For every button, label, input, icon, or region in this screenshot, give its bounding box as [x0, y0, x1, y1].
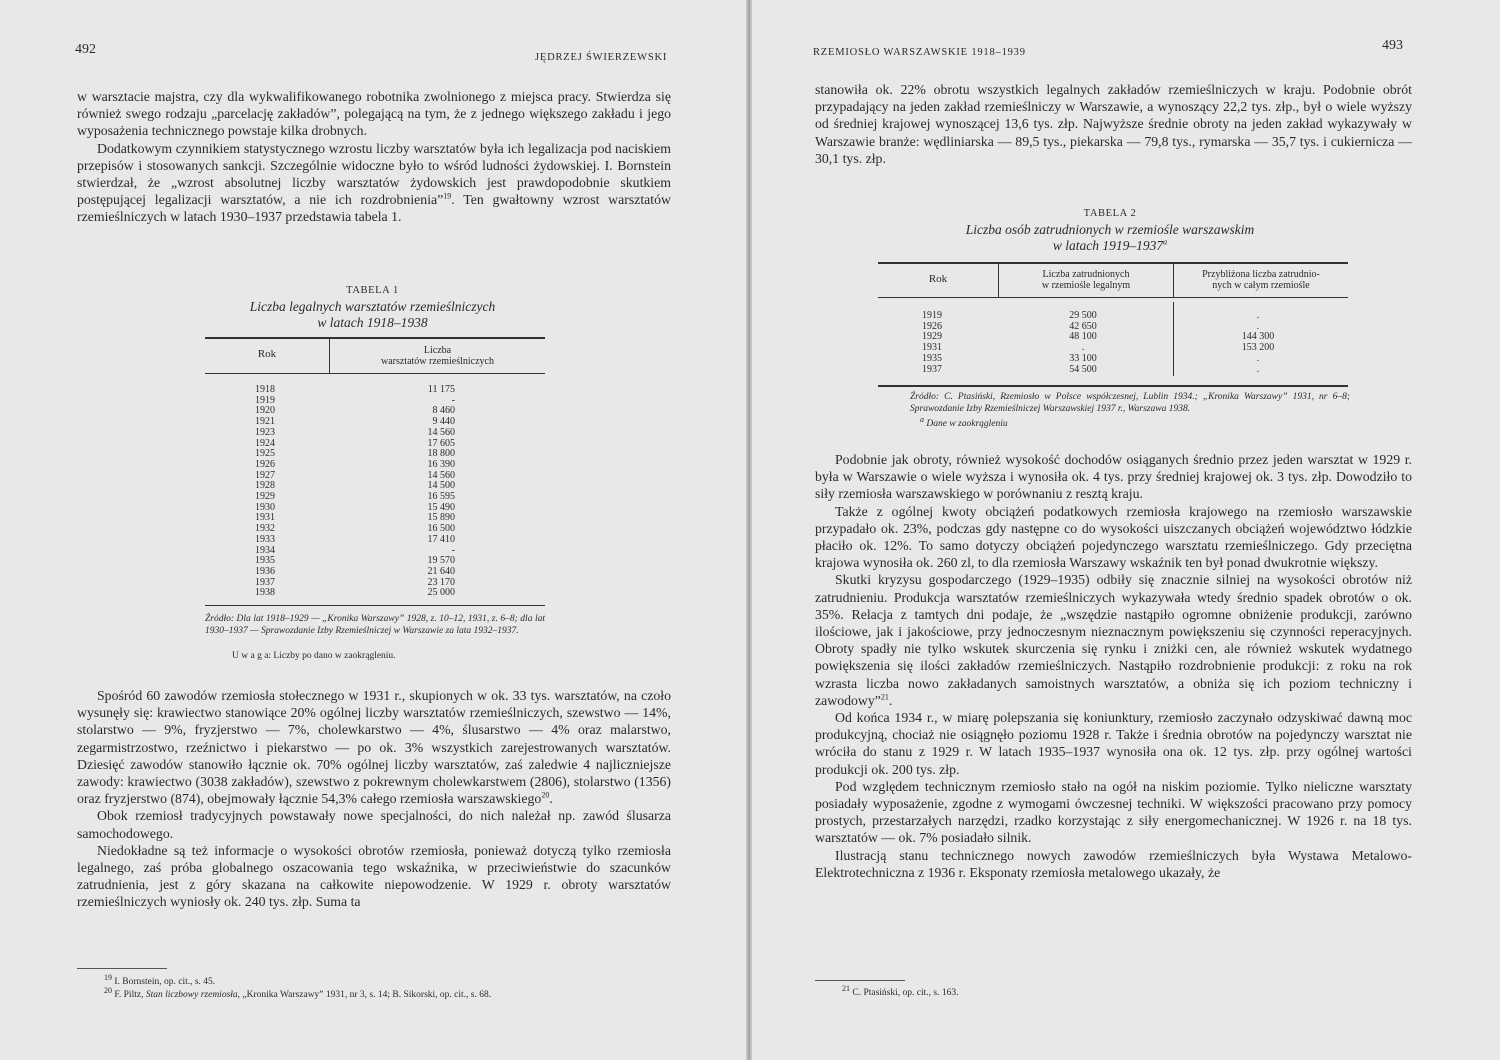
paragraph: Skutki kryzysu gospodarczego (1929–1935) odbiły się znacznie silniej na wysokości obrotów niż zatrudnieniu. Produkcja warsztatów rzemieślniczych wykazywała wtedy średnio spadek obrotów o ok. 35%. Relacja z tamtych dni podaje, że „wszędzie nastąpiło ogromne obniżenie produkcji, zarówno ilościowe, jak i jakościowe, przy jednoczesnym nieznacznym powiększeniu się czynności reperacyjnych. Obroty spadły nie tylko wskutek skurczenia się rynku i zniżki cen, ale również wskutek wydatnego powiększenia się ilości zakładów rzemieślniczych. Nastąpiło rozdrobnienie produkcji: z roku na rok wzrasta liczba nowo zakładanych samoistnych warsztatów, a obniża się ich poziom techniczny i zawodowy”$^{21}$. — [815, 572, 1412, 708]
right-page — [752, 0, 1500, 1060]
body-text-top — [77, 88, 671, 226]
body-text-bottom — [77, 687, 671, 911]
paragraph: Spośród 60 zawodów rzemiosła stołecznego w 1931 r., skupionych w ok. 33 tys. warsztatów, na czoło wysunęły się: krawiectwo stanowiące 20% ogólnej liczby warsztatów rzemieślniczych, szewstwo — 14%, stolarstwo — 9%, fryzjerstwo — 7%, cholewkarstwo — 4%, ślusarstwo — 4% oraz malarstwo, zegarmistrzostwo, rzeźnictwo i piekarstwo — po ok. 3% wszystkich zarejestrowanych warsztatów. Dziesięć zawodów stanowiło łącznie ok. 70% ogólnej liczby warsztatów, zaś zaledwie 4 najliczniejsze zawody: krawiectwo (3038 zakładów), szewstwo z pokrewnym cholewkarstwem (2806), stolarstwo (1356) oraz fryzjerstwo (874), obejmowały łącznie 54,3% całego rzemiosła warszawskiego$^{20}$. — [77, 688, 671, 807]
page-number: 492 — [75, 42, 96, 57]
employed-legal-column: 29 500 42 650 48 100 . 33 100 54 500 — [1069, 310, 1097, 375]
footnote: $^{20}$ F. Piltz, Stan liczbowy rzemiosła, „Kronika Warszawy” 1931, nr 3, s. 14; B. Sikorski, op. cit., s. 68. — [104, 985, 492, 1000]
column-header: Rok — [928, 273, 948, 285]
column-header: Liczba zatrudnionych w rzemiośle legalnym — [1041, 269, 1131, 291]
table-note: U w a g a: Liczby po dano w zaokrągleniu. — [232, 651, 396, 661]
footnotes — [842, 983, 1402, 1000]
running-head: RZEMIOSŁO WARSZAWSKIE 1918–1939 — [813, 47, 1026, 58]
footnote-rule — [77, 968, 167, 969]
table-title: TABELA 2 — [1083, 208, 1137, 219]
footnote-ref: 21 — [880, 692, 889, 702]
employed-total-column: . . 144 300 153 200 . . — [1241, 310, 1275, 375]
value-column: 11 175 - 8 460 9 440 14 560 17 605 18 800 16 390 14 560 14 500 16 595 15 490 15 890 16 500 17 410 - 19 570 21 640 23 170 25 000 — [427, 384, 455, 599]
body-text-bottom — [815, 451, 1412, 881]
paragraph: Niedokładne są też informacje o wysokości obrotów rzemiosła, ponieważ dotyczą tylko rzemiosła legalnego, zaś próba globalnego oszacowania tego wskaźnika, w przeciwieństwie do szacunków zatrudnienia, jest z góry skazana na całkowite niepowodzenie. W 1929 r. obroty warsztatów rzemieślniczych wyniosły ok. 240 tys. złp. Suma ta — [77, 842, 671, 910]
footnote-rule — [815, 980, 905, 981]
paragraph: Podobnie jak obroty, również wysokość dochodów osiąganych średnio przez jeden warsztat w 1929 r. była w Warszawie o wiele wyższa i wynosiła ok. 4 tys. przy średniej krajowej ok. 3 tys. złp. Dowodziło to siły rzemiosła warszawskiego w porównaniu z resztą kraju. — [815, 452, 1412, 502]
paragraph: Obok rzemiosł tradycyjnych powstawały nowe specjalności, do nich należał np. zawód ślusarza samochodowego. — [77, 808, 671, 841]
table-title: TABELA 1 — [346, 285, 399, 296]
table-caption: Liczba osób zatrudnionych w rzemiośle warszawskim w latach 1919–1937$^a$ — [965, 222, 1255, 253]
table-source: Źródło: Dla lat 1918–1929 — „Kronika Warszawy” 1928, z. 10–12, 1931, z. 6–8; dla lat 1930–1937 — Sprawozdanie Izby Rzemieślniczej w Warszawie za lata 1932–1937. — [205, 614, 545, 636]
running-head: JĘDRZEJ ŚWIERZEWSKI — [535, 52, 668, 63]
year-column: 1919 1926 1929 1931 1935 1937 — [922, 310, 942, 375]
footnote: $^{21}$ C. Ptasiński, op. cit., s. 163. — [842, 983, 959, 998]
footnote: $^{19}$ I. Bornstein, op. cit., s. 45. — [104, 972, 216, 987]
table-source: Źródło: C. Ptasiński, Rzemiosło w Polsce współczesnej, Lublin 1934.; „Kronika Warszawy” 1931, nr 6–8; Sprawozdanie Izby Rzemieślniczej Warszawskiej 1937 r., Warszawa 1938. — [910, 392, 1350, 414]
table-caption: Liczba legalnych warsztatów rzemieślniczych w latach 1918–1938 — [249, 299, 496, 330]
column-header: Liczba warsztatów rzemieślniczych — [380, 345, 494, 367]
footnotes — [104, 972, 674, 1002]
table-1 — [205, 337, 545, 607]
paragraph: Także z ogólnej kwoty obciążeń podatkowych rzemiosła krajowego na rzemiosło warszawskie przypadało ok. 23%, podczas gdy następne co do wysokości uiszczanych obciążeń województwo łódzkie płaciło ok. 12%. To samo dotyczy obciążeń pojedynczego warsztatu rzemieślniczego. Gdy przeciętna krajowa wynosiła ok. 260 zl, to dla rzemiosła Warszawy wskaźnik ten był ponad dwukrotnie większy. — [815, 503, 1412, 571]
page-number: 493 — [1382, 38, 1403, 53]
paragraph: Od końca 1934 r., w miarę polepszania się koniunktury, rzemiosło zaczynało odzyskiwać dawną moc produkcyjną, chociaż nie osiągnęło poziomu 1928 r. Także i średnia obrotów na pojedynczy warsztat nie wróciła do stanu z 1929 r. W latach 1935–1937 wynosiła ona ok. 12 tys. złp. przy ogólnej wartości produkcji ok. 200 tys. złp. — [815, 710, 1412, 777]
paragraph: Pod względem technicznym rzemiosło stało na ogół na niskim poziomie. Tylko nieliczne warsztaty posiadały wyposażenie, zgodne z wymogami ówczesnej techniki. W większości pracowano przy pomocy prostych, przestarzałych narzędzi, rzadko korzystając z siły energomechanicznej. W 1926 r. na 18 tys. warsztatów — ok. 7% posiadało silnik. — [815, 778, 1412, 846]
footnote-ref: 19 — [443, 191, 452, 201]
column-header: Rok — [257, 348, 277, 360]
paragraph: Ilustracją stanu technicznego nowych zawodów rzemieślniczych była Wystawa Metalowo-Elektrotechniczna z 1936 r. Eksponaty rzemiosła metalowego ukazały, że — [815, 847, 1412, 880]
paragraph: stanowiła ok. 22% obrotu wszystkich legalnych zakładów rzemieślniczych w kraju. Podobnie obrót przypadający na jeden zakład rzemieślniczy w Warszawie, a wynoszący 22,2 tys. złp., był o wiele wyższy od średniej krajowej wynoszącej 13,6 tys. złp. Najwyższe średnie obroty na jeden zakład wykazywały w Warszawie branże: wędliniarska — 89,5 tys., piekarska — 79,8 tys., rymarska — 35,7 tys. i cukiernicza — 30,1 tys. złp. — [815, 82, 1412, 166]
left-page — [0, 0, 748, 1060]
table-2 — [878, 262, 1348, 388]
body-text-top — [815, 81, 1412, 167]
column-header: Przybliżona liczba zatrudnio- nych w całym rzemiośle — [1202, 269, 1320, 291]
table-note: $^a$ Dane w zaokrągleniu — [920, 414, 1008, 429]
paragraph: Dodatkowym czynnikiem statystycznego wzrostu liczby warsztatów była ich legalizacja pod naciskiem przepisów i stosowanych sankcji. Szczególnie widoczne było to wśród ludności żydowskiej. I. Bornstein stwierdzał, że „wzrost absolutnej liczby warsztatów żydowskich jest prawdopodobnie skutkiem postępującej legalizacji warsztatów, a nie ich rozdrobnienia”$^{19}$. Ten gwałtowny wzrost warsztatów rzemieślniczych w latach 1930–1937 przedstawia tabela 1. — [77, 140, 672, 225]
footnote-ref: 20 — [541, 790, 550, 800]
year-column: 1918 1919 1920 1921 1923 1924 1925 1926 1927 1928 1929 1930 1931 1932 1933 1934 1935 1936 1937 1938 — [255, 384, 275, 599]
paragraph: w warsztacie majstra, czy dla wykwalifikowanego robotnika zwolnionego z miejsca pracy. Stwierdza się również swego rodzaju „parcelację zakładów”, polegającą na tym, że z jednego większego zakładu i jego wyposażenia technicznego powstaje kilka drobnych. — [77, 89, 671, 139]
